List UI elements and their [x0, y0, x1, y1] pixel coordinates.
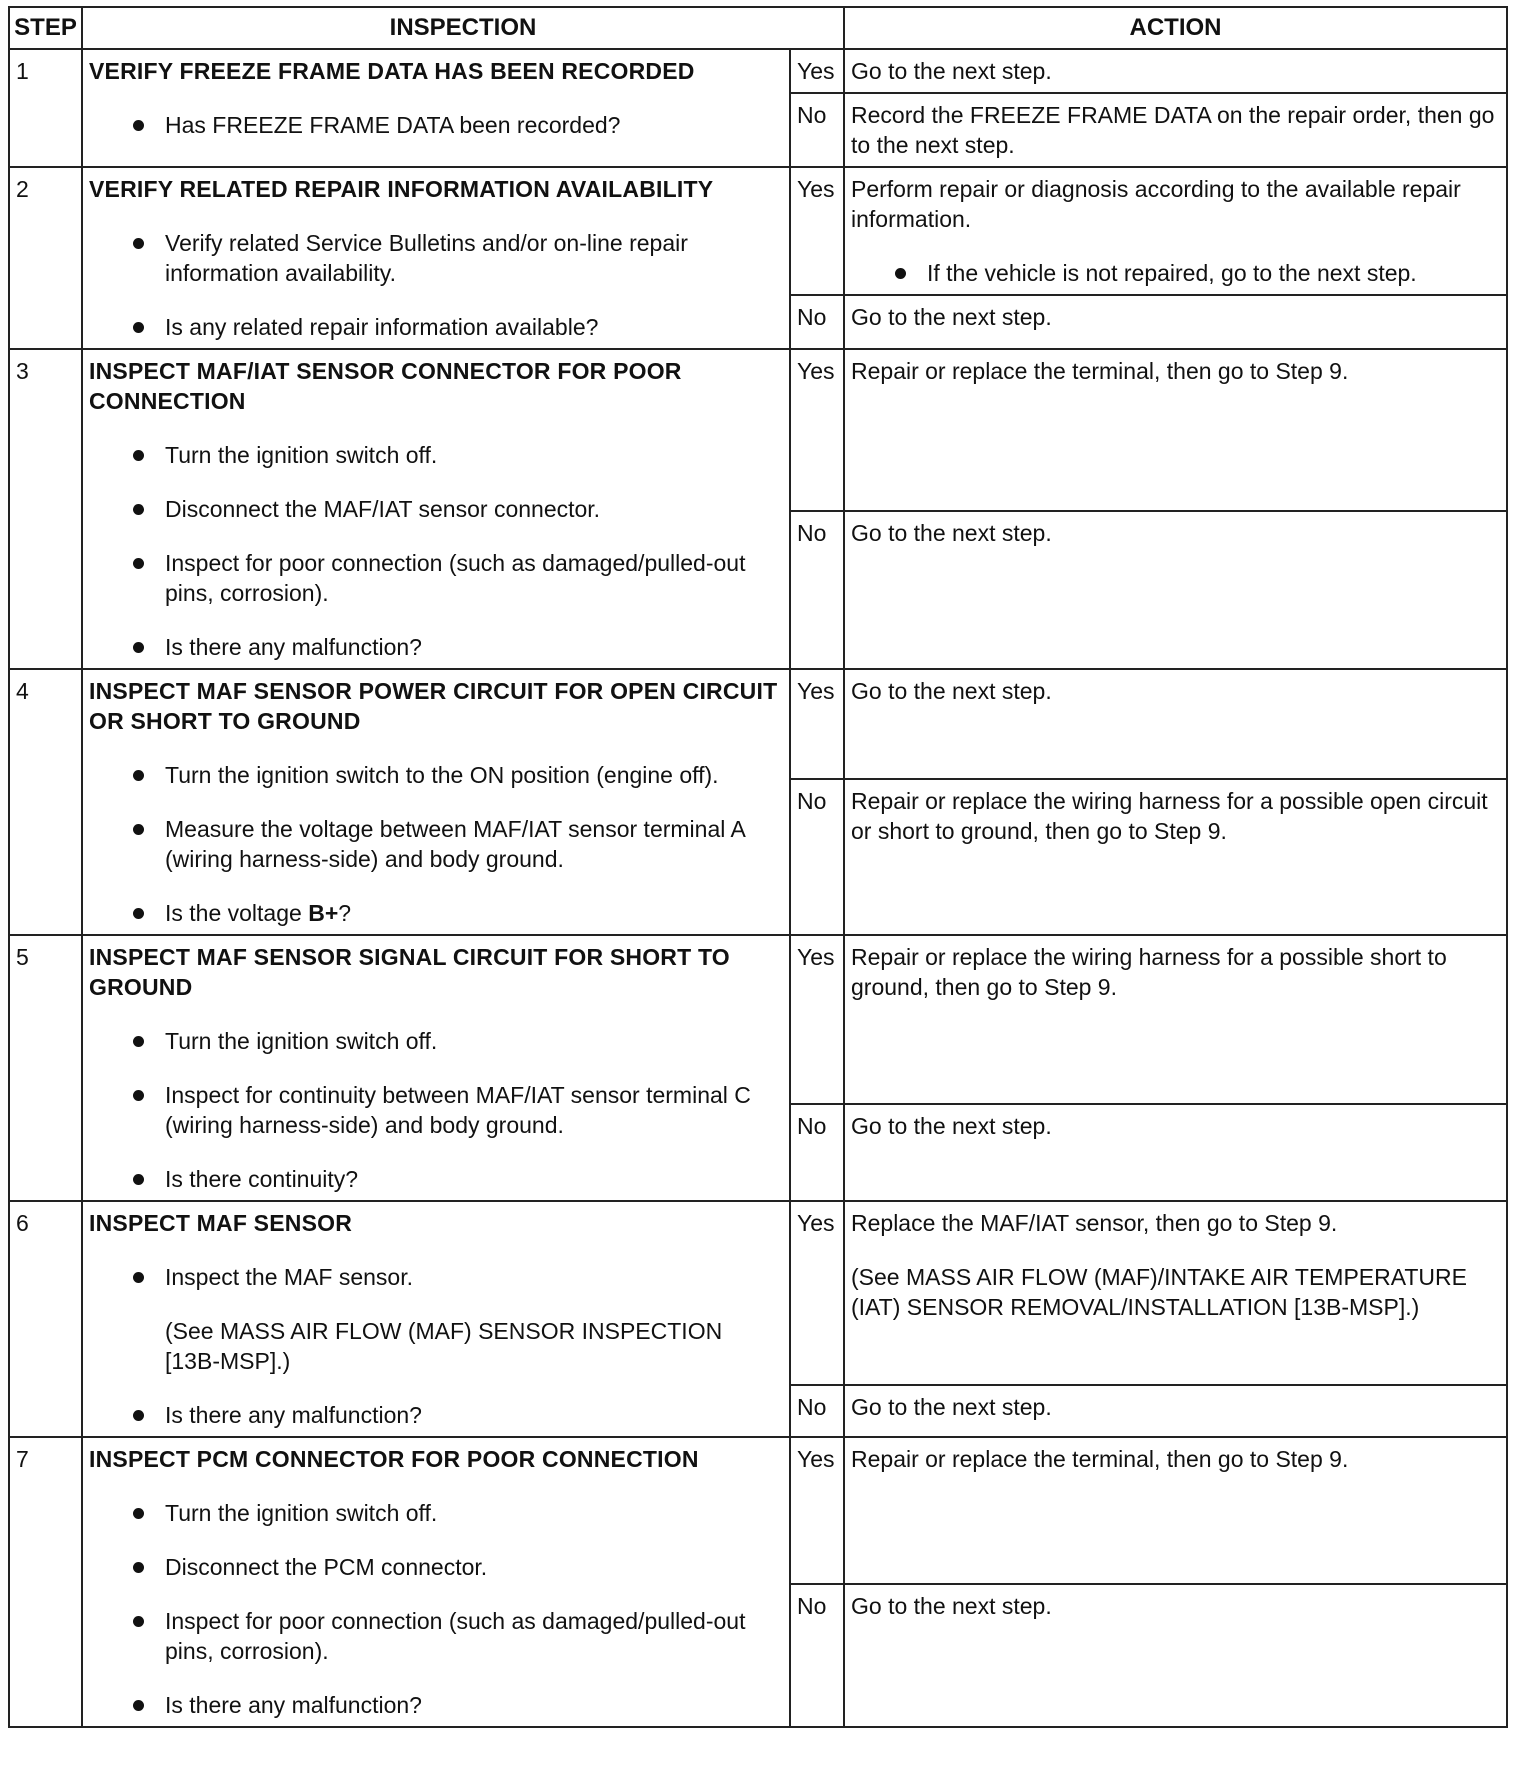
no-label: No — [790, 1104, 844, 1201]
bullet-item: Inspect for continuity between MAF/IAT sensor terminal C (wiring harness-side) and body ground. — [89, 1080, 783, 1140]
step-3-inspection — [82, 349, 790, 669]
step-title: VERIFY RELATED REPAIR INFORMATION AVAILABILITY — [89, 176, 714, 202]
step-7-inspection — [82, 1437, 790, 1727]
step-title: INSPECT MAF SENSOR SIGNAL CIRCUIT FOR SHORT TO GROUND — [89, 944, 730, 1000]
header-inspection: INSPECTION — [82, 7, 844, 49]
bullet-item: Has FREEZE FRAME DATA been recorded? — [89, 110, 783, 140]
bullet-item: Verify related Service Bulletins and/or on-line repair information availability. — [89, 228, 783, 288]
step-1-inspection — [82, 49, 790, 167]
step-number: 5 — [9, 935, 82, 1201]
step-5-inspection — [82, 935, 790, 1201]
step-6-yes-row — [9, 1201, 1507, 1385]
yes-label: Yes — [790, 49, 844, 93]
step-number: 1 — [9, 49, 82, 167]
bullet-item: Inspect for poor connection (such as damaged/pulled-out pins, corrosion). — [89, 1606, 783, 1666]
bullet-list — [89, 1262, 783, 1292]
diagnostic-procedure-page — [8, 6, 1506, 1728]
bullet-item: Is any related repair information available? — [89, 312, 783, 342]
bullet-item: Turn the ignition switch off. — [89, 440, 783, 470]
bullet-item: Turn the ignition switch off. — [89, 1026, 783, 1056]
step-number: 7 — [9, 1437, 82, 1727]
yes-action-cell — [844, 1201, 1507, 1385]
yes-action: Go to the next step. — [844, 669, 1507, 779]
bullet-list — [89, 110, 783, 140]
step-7-yes-row — [9, 1437, 1507, 1584]
bullet-list — [89, 1400, 783, 1430]
step-title: VERIFY FREEZE FRAME DATA HAS BEEN RECORDED — [89, 58, 695, 84]
bullet-list — [89, 228, 783, 342]
step-4-inspection — [82, 669, 790, 935]
bullet-item: If the vehicle is not repaired, go to the next step. — [851, 258, 1500, 288]
step-number: 6 — [9, 1201, 82, 1437]
yes-action: Repair or replace the terminal, then go to Step 9. — [844, 349, 1507, 511]
step-number: 3 — [9, 349, 82, 669]
step-3-yes-row — [9, 349, 1507, 511]
no-action: Go to the next step. — [844, 511, 1507, 669]
no-label: No — [790, 1584, 844, 1727]
bullet-list — [89, 760, 783, 928]
header-row — [9, 7, 1507, 49]
bullet-list — [89, 1026, 783, 1194]
step-2-inspection — [82, 167, 790, 349]
bullet-list — [851, 258, 1500, 288]
bullet-item: Turn the ignition switch off. — [89, 1498, 783, 1528]
bullet-text: Is the voltage — [165, 900, 309, 926]
step-4-yes-row — [9, 669, 1507, 779]
yes-label: Yes — [790, 349, 844, 511]
no-label: No — [790, 1385, 844, 1437]
yes-action: Perform repair or diagnosis according to the available repair information. — [851, 176, 1461, 232]
yes-action: Go to the next step. — [844, 49, 1507, 93]
bullet-item — [89, 898, 783, 928]
no-label: No — [790, 779, 844, 935]
bullet-item: Is there any malfunction? — [89, 632, 783, 662]
yes-label: Yes — [790, 669, 844, 779]
header-step: STEP — [9, 7, 82, 49]
yes-action: Replace the MAF/IAT sensor, then go to Step 9. — [851, 1210, 1338, 1236]
yes-label: Yes — [790, 1201, 844, 1385]
diagnostic-table — [8, 6, 1508, 1728]
step-title: INSPECT MAF/IAT SENSOR CONNECTOR FOR POOR CONNECTION — [89, 358, 682, 414]
bullet-text: ? — [338, 900, 352, 926]
yes-label: Yes — [790, 167, 844, 295]
no-action: Go to the next step. — [844, 1385, 1507, 1437]
header-action: ACTION — [844, 7, 1507, 49]
bullet-item: Disconnect the PCM connector. — [89, 1552, 783, 1582]
no-action: Repair or replace the wiring harness for a possible open circuit or short to ground, then go to Step 9. — [844, 779, 1507, 935]
no-action: Go to the next step. — [844, 295, 1507, 349]
bullet-list — [89, 1498, 783, 1720]
bullet-item: Measure the voltage between MAF/IAT sensor terminal A (wiring harness-side) and body ground. — [89, 814, 783, 874]
bullet-item: Inspect for poor connection (such as damaged/pulled-out pins, corrosion). — [89, 548, 783, 608]
step-number: 4 — [9, 669, 82, 935]
yes-label: Yes — [790, 935, 844, 1104]
step-title: INSPECT MAF SENSOR — [89, 1210, 353, 1236]
yes-action: Repair or replace the wiring harness for a possible short to ground, then go to Step 9. — [844, 935, 1507, 1104]
bullet-item: Turn the ignition switch to the ON position (engine off). — [89, 760, 783, 790]
step-number: 2 — [9, 167, 82, 349]
voltage-value: B+ — [308, 900, 339, 926]
no-action: Go to the next step. — [844, 1104, 1507, 1201]
no-label: No — [790, 93, 844, 167]
no-label: No — [790, 295, 844, 349]
step-6-inspection — [82, 1201, 790, 1437]
bullet-item: Is there any malfunction? — [89, 1690, 783, 1720]
reference-note: (See MASS AIR FLOW (MAF)/INTAKE AIR TEMPERATURE (IAT) SENSOR REMOVAL/INSTALLATION [13B-MSP].) — [851, 1264, 1467, 1320]
no-action: Record the FREEZE FRAME DATA on the repair order, then go to the next step. — [844, 93, 1507, 167]
no-action: Go to the next step. — [844, 1584, 1507, 1727]
step-5-yes-row — [9, 935, 1507, 1104]
yes-action: Repair or replace the terminal, then go to Step 9. — [844, 1437, 1507, 1584]
bullet-item: Inspect the MAF sensor. — [89, 1262, 783, 1292]
yes-label: Yes — [790, 1437, 844, 1584]
reference-note: (See MASS AIR FLOW (MAF) SENSOR INSPECTION [13B-MSP].) — [165, 1318, 723, 1374]
yes-action-cell — [844, 167, 1507, 295]
bullet-item: Is there continuity? — [89, 1164, 783, 1194]
bullet-item: Is there any malfunction? — [89, 1400, 783, 1430]
step-title: INSPECT PCM CONNECTOR FOR POOR CONNECTION — [89, 1446, 699, 1472]
no-label: No — [790, 511, 844, 669]
bullet-list — [89, 440, 783, 662]
step-2-yes-row — [9, 167, 1507, 295]
step-title: INSPECT MAF SENSOR POWER CIRCUIT FOR OPEN CIRCUIT OR SHORT TO GROUND — [89, 678, 778, 734]
step-1-yes-row — [9, 49, 1507, 93]
bullet-item: Disconnect the MAF/IAT sensor connector. — [89, 494, 783, 524]
